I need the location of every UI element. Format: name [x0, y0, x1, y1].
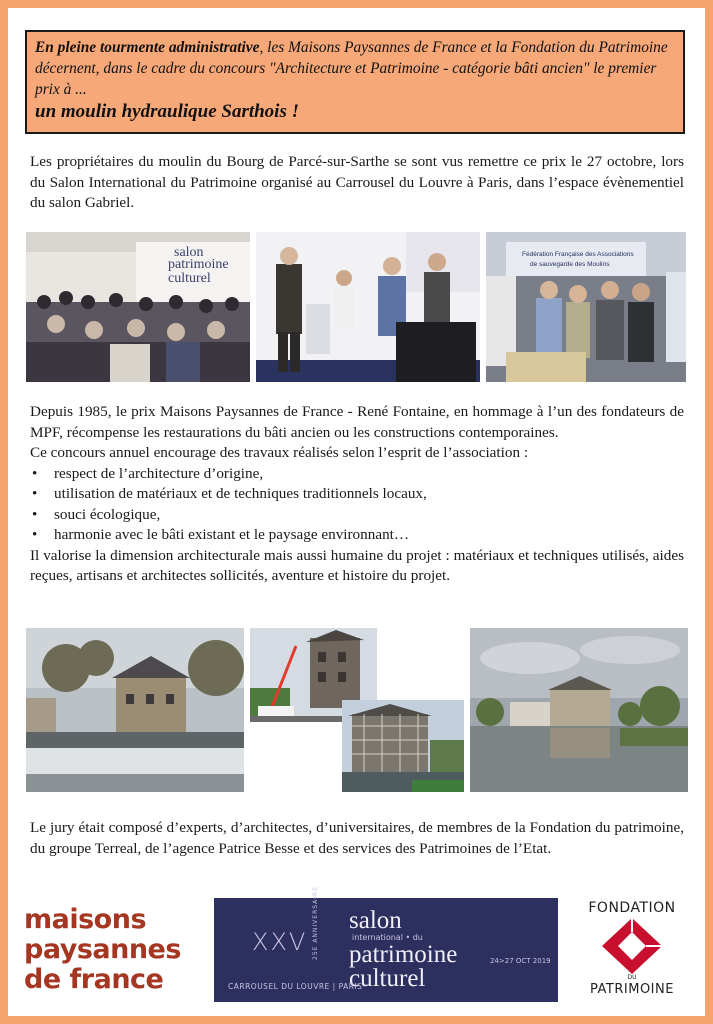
photo-award-audience — [26, 232, 250, 382]
mpf-logo-line: paysannes — [24, 934, 181, 965]
list-item: • souci écologique, — [30, 505, 684, 526]
headline-lead-bold: En pleine tourmente administrative — [35, 39, 260, 56]
fdp-diamond-icon — [600, 916, 664, 976]
criteria-list — [30, 464, 684, 546]
salon-line2: international • du — [352, 933, 423, 942]
headline-title: un moulin hydraulique Sarthois ! — [35, 101, 299, 122]
prize-paragraph — [30, 402, 684, 587]
salon-place: CARROUSEL DU LOUVRE | PARIS — [228, 982, 363, 991]
sign-federation-line1: Fédération Française des Associations — [522, 251, 634, 258]
sign-culturel-word: culturel — [168, 271, 211, 286]
photo-mill-weir — [26, 628, 244, 792]
photo-award-ceremony — [256, 232, 480, 382]
list-item: • respect de l’architecture d’origine, — [30, 464, 684, 485]
criteria-intro: Ce concours annuel encourage des travaux réalisés selon l’esprit de l’association : — [30, 444, 529, 461]
prize-outro: Il valorise la dimension architecturale mais aussi humaine du projet : matériaux et techniques utilisés, aides reçues, artisans et architectes sollicités, aventure et histoire du projet. — [30, 546, 684, 584]
headline-lead-text: , les Maisons Paysannes de France et la Fondation du Patrimoine décernent, dans le cadre du concours "Architecture et Patrimoine - catégorie bâti ancien" le premier prix à ... — [35, 39, 668, 98]
fdp-logo-du: DU — [627, 974, 637, 981]
salon-line4: culturel — [349, 965, 426, 992]
jury-paragraph: Le jury était composé d’experts, d’architectes, d’universitaires, de membres de la Fondation du patrimoine, du groupe Terreal, de l’agence Patrice Besse et des services des Patrimoines de l’Etat. — [30, 819, 684, 857]
salon-dates: 24>27 OCT 2019 — [490, 957, 551, 965]
salon-numeral: XXV — [252, 928, 308, 956]
photo-mill-scaffolding — [342, 700, 464, 792]
list-item: • utilisation de matériaux et de techniques traditionnels locaux, — [30, 484, 684, 505]
salon-line1: salon — [349, 907, 402, 934]
intro-paragraph: Les propriétaires du moulin du Bourg de Parcé-sur-Sarthe se sont vus remettre ce prix le 27 octobre, lors du Salon International du Patrimoine organisé au Carrousel du Louvre à Paris, dans l’espace évènementiel du salon Gabriel. — [30, 153, 684, 211]
photo-mill-river-view — [470, 628, 688, 792]
mpf-logo-line: maisons — [24, 904, 147, 935]
salon-line3: patrimoine — [349, 941, 458, 968]
sign-patrimoine-word: patrimoine — [168, 257, 229, 272]
mpf-logo — [24, 905, 204, 995]
fdp-logo — [574, 898, 690, 1002]
list-item: • harmonie avec le bâti existant et le paysage environnant… — [30, 525, 684, 546]
photo-mill-federation-booth — [486, 232, 686, 382]
mpf-logo-line: de france — [24, 964, 164, 995]
salon-anniversary: 25E ANNIVERSAIRE — [312, 885, 319, 960]
sign-salon-word: salon — [174, 245, 204, 260]
sign-federation-line2: de sauvegarde des Moulins — [530, 261, 610, 268]
fdp-logo-top: FONDATION — [588, 900, 676, 916]
prize-intro: Depuis 1985, le prix Maisons Paysannes de France - René Fontaine, en hommage à l’un des fondateurs de MPF, récompense les restaurations du bâti ancien ou les constructions contemporaines. — [30, 403, 684, 441]
salon-banner — [214, 885, 558, 1002]
headline-box — [25, 30, 685, 134]
fdp-logo-bottom: PATRIMOINE — [590, 982, 674, 997]
